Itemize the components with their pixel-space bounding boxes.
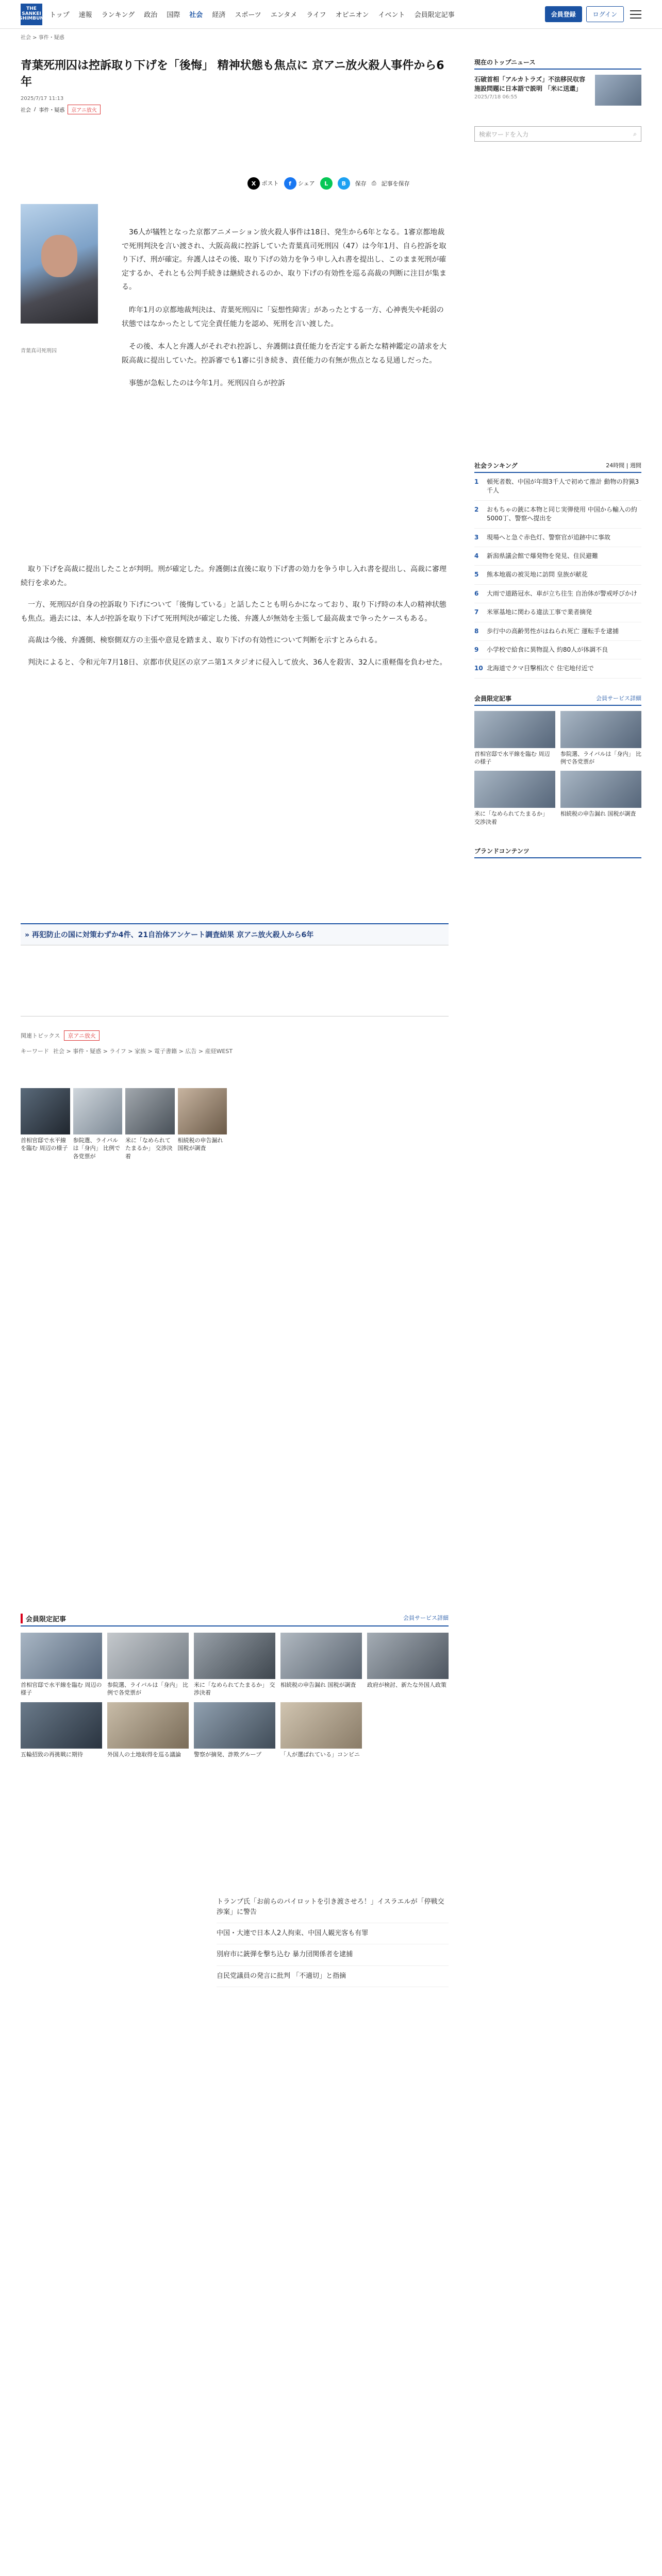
sidebar-members-title: 参院選、ライバルは「身内」 比例で各党票が [560,750,641,766]
member-register-button[interactable]: 会員登録 [545,6,582,22]
x-post-button[interactable] [247,177,279,190]
members-card[interactable] [280,1633,362,1697]
ranking-number: 9 [474,646,479,653]
news-card[interactable] [21,1088,70,1160]
members-title: 外国人の土地取得を巡る議論 [107,1751,181,1758]
body-paragraph: 取り下げを高裁に提出したことが判明。刑が確定した。弁護側は直後に取り下げ書の効力を争う申し入れ書を提出し、高裁に審理続行を求めた。 [21,565,446,587]
sidebar: 現在のトップニュース 石破首相「アルカトラズ」不法移民収容施設問題に日本語で説明 「米に送還」 2025/7/18 06:55 検索ワードを入力 ⌕ 社会ランキング 24時間 | 週間 1 頓死者数、中国が年間3千人で初めて推計 動物の狩猟3千人 2 おもちゃの銃に本物と同じ実弾使用 中国から輸入の約5000丁、警察へ提出を 3 現場へと急ぐ赤色灯、警察官が追跡中に事故 4 新潟県議会館で爆発物を発見、住民避難 5 熊本地震の被災地に訪問 皇族が献花 6 大雨で道路冠水、車が立ち往生 自治体が警戒呼びかけ 7 米軍基地に関わる違法工事で業者摘発 8 歩行中の高齢男性がはねられ死亡 運転手を逮捕 9 小学校で給食に異物混入 約80人が体調不良 10 北海道でクマ目撃相次ぐ 住宅地付近で 会員限定記事 会員サービス詳細 首相官邸で水平線を臨む 周辺の様子 参院選、ライバルは「身内」 比例で各党票が 米に「なめられてたまるか」 交渉決着 相続税の申告漏れ 国税が調査 ブランドコンテンツ [474,58,641,858]
sidebar-members-image [560,711,641,748]
nav-item[interactable]: 政治 [144,11,158,19]
members-title: 米に「なめられてたまるか」 交渉決着 [194,1682,275,1697]
ranking-item[interactable] [474,473,641,501]
share-bar [247,177,410,190]
nav-item[interactable]: 国際 [167,11,180,19]
news-title: 首相官邸で水平線を臨む 周辺の様子 [21,1137,68,1152]
ranking-heading: 社会ランキング [474,462,518,469]
save-article-button[interactable]: 記事を保存 [381,180,410,187]
sidebar-members-title: 米に「なめられてたまるか」 交渉決着 [474,810,548,825]
x-icon: X [247,177,260,190]
body-paragraph: 36人が犠牲となった京都アニメーション放火殺人事件は18日、発生から6年となる。1審京都地裁で死刑判決を言い渡され、大阪高裁に控訴していた青葉真司死刑囚（47）は今年1月、自ら控訴を取り下げ、刑が確定。弁護人はその後、取り下げの効力を争う申し入れ書を提出し、このまま死刑が確定するか、それとも公判手続きは継続されるのか、取り下げの有効性を巡る高裁の判断に注目が集まる。 [122,228,446,292]
logo-line: THE [26,6,37,11]
ranking-item[interactable] [474,529,641,547]
ranking-number: 5 [474,571,479,579]
members-title: 五輪招致の再挑戦に期待 [21,1751,83,1758]
members-card[interactable] [21,1633,102,1697]
ranking-tab-24h[interactable]: 24時間 [606,462,625,469]
body-paragraph: 昨年1月の京都地裁判決は、青葉死刑囚に「妄想性障害」があったとする一方、心神喪失や耗弱の状態ではなかったとして完全責任能力を認め、死刑を言い渡した。 [122,306,444,328]
ranking-list [474,473,641,679]
article: 青葉死刑囚は控訴取り下げを「後悔」 精神状態も焦点に 京アニ放火殺人事件から6年 2025/7/17 11:13 社会 / 事件・疑惑 京アニ放火 X ポスト f シェア L B 保存 ⎙ 記事を保存 青葉真司死刑囚 36人が犠牲となった京都アニメーション放火殺人事件は18日、発生から6年となる。1審京都地裁で死刑判決を言い渡され、大阪高裁に控訴していた青葉真司死刑囚（47）は今年1月、自ら控訴を取り下げ、刑が確定。弁護人はその後、取り下げの効力を争う申し入れ書を提出し、このまま死刑が確定するか、それとも公判手続きは継続されるのか、取り下げの有効性を巡る高裁の判断に注目が集まる。 昨年1月の京都地裁判決は、青葉死刑囚に「妄想性障害」があったとする一方、心神喪失や耗弱の状態ではなかったとして完全責任能力を認め、死刑を言い渡した。 その後、本人と弁護人がそれぞれ控訴し、弁護側は責任能力を否定する新たな精神鑑定の請求を大阪高裁に提出していた。控訴審でも1審に引き続き、責任能力の有無が焦点となる見通しだった。 事態が急転したのは今年1月。死刑囚自らが控訴 取り下げを高裁に提出したことが判明。刑が確定した。弁護側は直後に取り下げ書の効力を争う申し入れ書を提出し、高裁に審理続行を求めた。 一方、死刑囚が自身の控訴取り下げについて「後悔している」と話したことも明らかになっており、取り下げ時の本人の精神状態も焦点。過去には、本人が控訴を取り下げて死刑判決が確定した後、弁護人が無効を主張して最高裁まで争ったケースもある。 高裁は今後、弁護側、検察側双方の主張や意見を踏まえ、取り下げの有効性について判断を示すとみられる。 判決によると、令和元年7月18日、京都市伏見区の京アニ第1スタジオに侵入して放火、36人を殺害、32人に重軽傷を負わせた。 » 再犯防止の国に対策わずか4件、21自治体アンケート調査結果 京アニ放火殺人から6年 関連トピックス 京アニ放火 キーワード 社会 > 事件・疑惑 > ライフ > 家族 > 電子書籍 > 広告 > 産経WEST 首相官邸で水平線を臨む 周辺の様子 参院選、ライバルは「身内」 比例で各党票が 米に「なめられてたまるか」 交渉決着 相続税の申告漏れ 国税が調査 会員限定記事 会員サービス詳細 首相官邸で水平線を臨む 周辺の様子 参院選、ライバルは「身内」 比例で各党票が 米に「なめられてたまるか」 交渉決着 相続税の申告漏れ 国税が調査 政府が検討、新たな外国人政策 五輪招致の再挑戦に期待 外国人の土地取得を巡る議論 警察が摘発、詐欺グループ 「人が選ばれている」コンビニ トランプ氏「お前らのパイロットを引き渡させろ！」イスラエルが「停戦交渉案」に警告 中国・大連で日本人2人拘束、中国人観光客も有罪 別府市に銃弾を撃ち込む 暴力団関係者を逮捕 自民党議員の発言に批判 「不適切」と指摘 [21,58,449,114]
body-paragraph: 高裁は今後、弁護側、検察側双方の主張や意見を踏まえ、取り下げの有効性について判断を示すとみられる。 [28,636,382,645]
print-icon[interactable]: ⎙ [371,180,376,187]
members-image [107,1633,189,1679]
body-paragraph: 判決によると、令和元年7月18日、京都市伏見区の京アニ第1スタジオに侵入して放火、36人を殺害、32人に重軽傷を負わせた。 [28,658,447,667]
members-image [107,1702,189,1749]
sidebar-members-image [560,771,641,808]
site-logo[interactable] [21,4,42,25]
keywords-list[interactable]: 社会 > 事件・疑惑 > ライフ > 家族 > 電子書籍 > 広告 > 産経WEST [53,1048,233,1055]
news-card[interactable] [73,1088,123,1160]
members-title: 政府が検討、新たな外国人政策 [367,1682,446,1688]
members-card[interactable] [194,1702,275,1758]
sidebar-members-card[interactable] [560,771,641,826]
ranking-title: 頓死者数、中国が年間3千人で初めて推計 動物の狩猟3千人 [487,478,639,495]
news-link[interactable]: 中国・大連で日本人2人拘束、中国人観光客も有罪 [217,1923,449,1944]
nav-item[interactable]: エンタメ [270,11,297,19]
members-more-link[interactable]: 会員サービス詳細 [403,1615,449,1621]
ranking-number: 3 [474,533,479,541]
sidebar-members-image [474,771,555,808]
news-title: 相続税の申告漏れ 国税が調査 [177,1137,223,1152]
menu-icon[interactable] [630,10,641,19]
members-image [21,1633,102,1679]
news-image [178,1088,227,1134]
tag-link[interactable]: 事件・疑惑 [39,107,65,113]
members-title: 警察が摘発、詐欺グループ [194,1751,262,1758]
news-link[interactable]: 自民党議員の発言に批判 「不適切」と指摘 [217,1966,449,1987]
members-image [367,1633,449,1679]
ranking-item[interactable] [474,501,641,529]
members-image [280,1702,362,1749]
ranking-title: おもちゃの銃に本物と同じ実弾使用 中国から輸入の約5000丁、警察へ提出を [487,505,637,522]
ranking-title: 歩行中の高齢男性がはねられ死亡 運転手を逮捕 [487,627,619,635]
ranking-tab-weekly[interactable]: 週間 [630,462,641,469]
logo-line: SANKEI [22,11,41,16]
members-image [21,1702,102,1749]
ranking-title: 北海道でクマ目撃相次ぐ 住宅地付近で [487,665,594,672]
sidebar-members-heading: 会員限定記事 [474,694,512,702]
members-card[interactable] [107,1633,189,1697]
body-paragraph: 事態が急転したのは今年1月。死刑囚自らが控訴 [129,379,285,388]
line-icon[interactable]: L [320,177,333,190]
news-link[interactable]: トランプ氏「お前らのパイロットを引き渡させろ！」イスラエルが「停戦交渉案」に警告 [217,1892,449,1923]
news-image [125,1088,175,1134]
search-icon[interactable]: ⌕ [633,130,637,138]
ranking-title: 新潟県議会館で爆発物を発見、住民避難 [487,552,599,560]
nav-item[interactable]: トップ [49,11,70,19]
related-article-link[interactable]: » 再犯防止の国に対策わずか4件、21自治体アンケート調査結果 京アニ放火殺人から6年 [21,923,449,945]
body-paragraph: その後、本人と弁護人がそれぞれ控訴し、弁護側は責任能力を否定する新たな精神鑑定の請求を大阪高裁に提出していた。控訴審でも1審に引き続き、責任能力の有無が焦点となる見通しだった。 [122,343,446,365]
top-news-date: 2025/7/18 06:55 [474,94,518,100]
ranking-number: 6 [474,589,479,597]
article-photo[interactable] [21,204,98,324]
nav-item[interactable]: 経済 [212,11,226,19]
keywords-label: キーワード [21,1048,49,1055]
bookmark-icon[interactable]: B [338,177,350,190]
topics-label: 関連トピックス [21,1032,60,1039]
members-image [194,1702,275,1749]
lower-news-list [217,1892,449,1987]
topic-tag[interactable]: 京アニ放火 [68,105,101,114]
sidebar-members-card[interactable] [474,771,555,826]
members-title: 相続税の申告漏れ 国税が調査 [280,1682,356,1688]
main-nav [49,9,455,19]
logo-line: SHIMBUN [19,16,44,22]
nav-item[interactable]: ライフ [306,11,326,19]
search-placeholder: 検索ワードを入力 [479,130,529,138]
save-button[interactable]: 保存 [355,180,367,187]
ranking-item[interactable] [474,622,641,641]
members-section-title: 会員限定記事 [21,1614,66,1623]
sidebar-members-image [474,711,555,748]
ranking-number: 4 [474,552,479,560]
ranking-item[interactable] [474,603,641,622]
news-card[interactable] [125,1088,175,1160]
site-header [0,0,662,29]
top-news-title: 石破首相「アルカトラズ」不法移民収容施設問題に日本語で説明 「米に送還」 [474,76,586,92]
article-date: 2025/7/17 11:13 [21,95,64,101]
news-image [21,1088,70,1134]
ranking-title: 米軍基地に関わる違法工事で業者摘発 [487,608,592,616]
login-button[interactable]: ログイン [586,6,624,22]
article-body-continued [21,563,449,678]
ranking-number: 1 [474,478,479,485]
top-news-item[interactable] [474,75,641,106]
search-input[interactable] [474,126,641,142]
nav-item[interactable]: ランキング [101,11,135,19]
facebook-share-button[interactable] [284,177,315,190]
tag-link[interactable]: 社会 [21,107,31,113]
members-card[interactable] [194,1633,275,1697]
news-image [73,1088,123,1134]
nav-item[interactable]: 社会 [189,11,203,19]
facebook-icon: f [284,177,296,190]
nav-item[interactable]: 速報 [78,11,92,19]
ranking-title: 現場へと急ぐ赤色灯、警察官が追跡中に事故 [487,533,611,541]
members-card[interactable] [367,1633,449,1697]
sidebar-members-more[interactable]: 会員サービス詳細 [596,694,641,702]
ranking-item[interactable] [474,585,641,603]
article-body [122,226,448,400]
share-label: シェア [298,180,315,187]
top-news-heading: 現在のトップニュース [474,58,641,70]
ranking-title: 小学校で給食に異物混入 約80人が体調不良 [487,646,608,653]
ranking-title: 熊本地震の被災地に訪問 皇族が献花 [487,571,588,579]
ranking-number: 10 [474,665,483,672]
photo-news-grid [21,1088,227,1160]
topic-tag[interactable]: 京アニ放火 [64,1030,99,1041]
nav-item[interactable]: スポーツ [235,11,261,19]
members-image [194,1633,275,1679]
breadcrumb[interactable]: 社会 > 事件・疑惑 [21,35,64,41]
members-card[interactable] [107,1702,189,1758]
sidebar-members-title: 首相官邸で水平線を臨む 周辺の様子 [474,750,550,766]
sidebar-members-card[interactable] [474,711,555,766]
top-news-thumb [595,75,641,106]
members-image [280,1633,362,1679]
members-title: 参院選、ライバルは「身内」 比例で各党票が [107,1682,188,1697]
news-title: 参院選、ライバルは「身内」 比例で各党票が [73,1137,120,1160]
nav-item[interactable]: 会員限定記事 [414,11,455,19]
nav-item[interactable]: オピニオン [335,11,369,19]
ranking-item[interactable] [474,659,641,678]
share-label: ポスト [261,180,279,187]
sidebar-members-card[interactable] [560,711,641,766]
news-title: 米に「なめられてたまるか」 交渉決着 [125,1137,173,1160]
ranking-item[interactable] [474,547,641,566]
article-title: 青葉死刑囚は控訴取り下げを「後悔」 精神状態も焦点に 京アニ放火殺人事件から6年 [21,59,444,89]
ranking-title: 大雨で道路冠水、車が立ち往生 自治体が警戒呼びかけ [487,589,637,597]
sidebar-members-title: 相続税の申告漏れ 国税が調査 [560,810,636,818]
members-card[interactable] [21,1702,102,1758]
body-paragraph: 一方、死刑囚が自身の控訴取り下げについて「後悔している」と話したことも明らかになっており、取り下げ時の本人の精神状態も焦点。過去には、本人が控訴を取り下げて死刑判決が確定した後、弁護人が無効を主張して最高裁まで争ったケースもある。 [21,601,446,623]
members-card[interactable] [280,1702,362,1758]
ranking-number: 2 [474,505,479,513]
ranking-number: 8 [474,627,479,635]
photo-caption: 青葉真司死刑囚 [21,348,57,354]
members-section [21,1614,449,1758]
news-card[interactable] [178,1088,227,1160]
ranking-item[interactable] [474,566,641,584]
brand-content-heading: ブランドコンテンツ [474,846,641,858]
ranking-number: 7 [474,608,479,616]
ranking-item[interactable] [474,641,641,659]
news-link[interactable]: 別府市に銃弾を撃ち込む 暴力団関係者を逮捕 [217,1944,449,1965]
members-title: 首相官邸で水平線を臨む 周辺の様子 [21,1682,102,1697]
members-title: 「人が選ばれている」コンビニ [280,1751,360,1758]
nav-item[interactable]: イベント [378,11,405,19]
